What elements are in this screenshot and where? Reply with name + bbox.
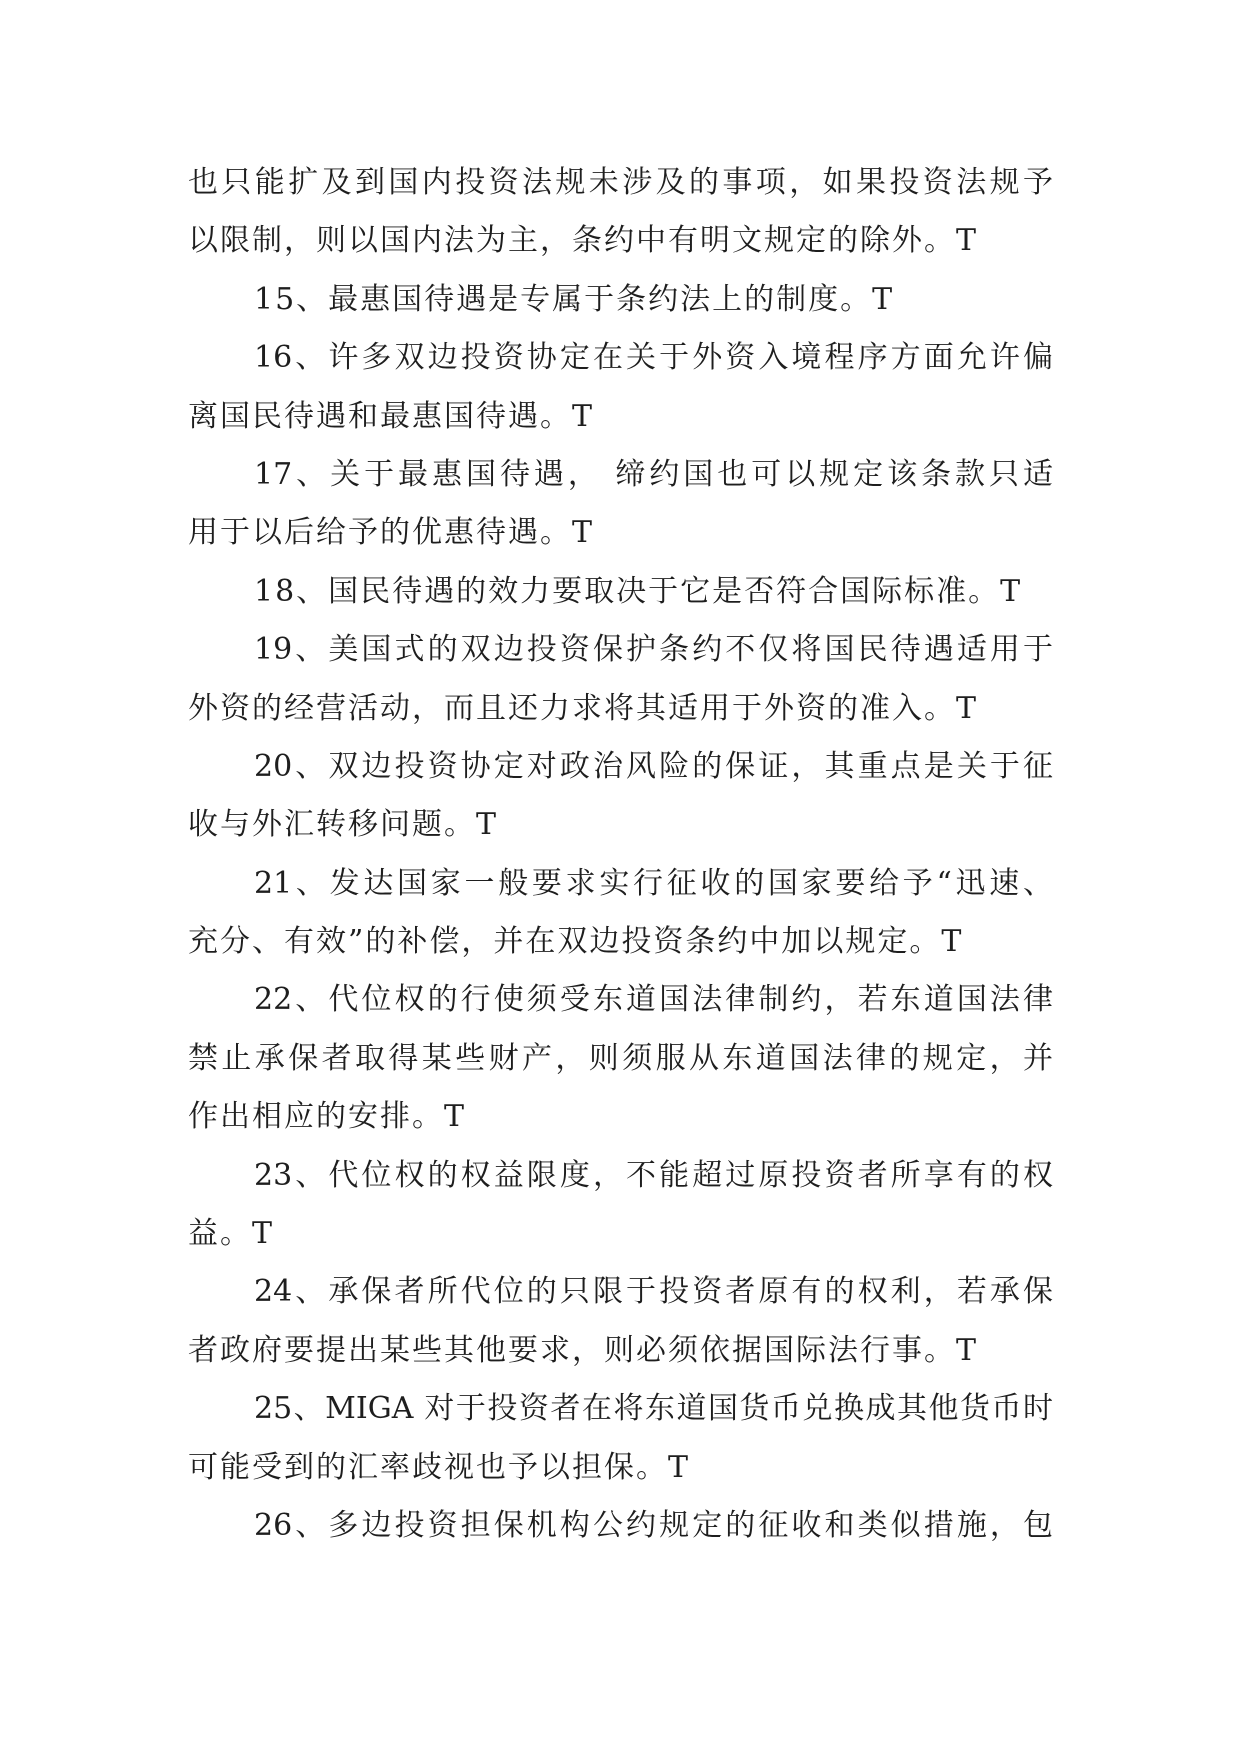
text-line: 可能受到的汇率歧视也予以担保。T [188,1449,691,1485]
text-line: 18、国民待遇的效力要取决于它是否符合国际标准。T [254,573,1023,609]
item-25 [188,1380,1053,1497]
text-line: 者政府要提出某些其他要求，则必须依据国际法行事。T [188,1332,979,1368]
text-line: 离国民待遇和最惠国待遇。T [188,398,595,434]
text-line: 收与外汇转移问题。T [188,807,499,843]
item-24 [188,1263,1053,1380]
text-line: 15、最惠国待遇是专属于条约法上的制度。T [254,281,895,317]
text-line: 17、关于最惠国待遇， 缔约国也可以规定该条款只适 [254,456,1053,492]
text-line: 23、代位权的权益限度，不能超过原投资者所享有的权 [254,1157,1053,1193]
text-line: 22、代位权的行使须受东道国法律制约，若东道国法律 [254,982,1053,1018]
item-26 [188,1497,1053,1555]
item-20 [188,738,1053,855]
item-21 [188,855,1053,972]
text-line: 19、美国式的双边投资保护条约不仅将国民待遇适用于 [254,632,1053,668]
text-line: 作出相应的安排。T [188,1099,467,1135]
text-line: 16、许多双边投资协定在关于外资入境程序方面允许偏 [254,340,1053,376]
text-line: 益。T [188,1216,275,1252]
text-line: 26、多边投资担保机构公约规定的征收和类似措施，包 [254,1507,1053,1543]
text-line: 21、发达国家一般要求实行征收的国家要给予“迅速、 [254,865,1053,901]
item-19 [188,621,1053,738]
text-line: 禁止承保者取得某些财产，则须服从东道国法律的规定，并 [188,1040,1053,1076]
text-line: 充分、有效”的补偿，并在双边投资条约中加以规定。T [188,924,964,960]
text-line: 外资的经营活动，而且还力求将其适用于外资的准入。T [188,690,979,726]
item-18 [188,563,1053,621]
text-line: 24、承保者所代位的只限于投资者原有的权利，若承保 [254,1274,1053,1310]
text-body [188,154,1053,1555]
text-line: 用于以后给予的优惠待遇。T [188,515,595,551]
text-line: 以限制，则以国内法为主，条约中有明文规定的除外。T [188,223,979,259]
item-23 [188,1147,1053,1264]
text-line: 20、双边投资协定对政治风险的保证，其重点是关于征 [254,748,1053,784]
item-15 [188,271,1053,329]
paragraph-continued [188,154,1053,271]
item-22 [188,971,1053,1146]
text-line: 也只能扩及到国内投资法规未涉及的事项，如果投资法规予 [188,165,1053,200]
text-line: 25、MIGA 对于投资者在将东道国货币兑换成其他货币时 [254,1391,1053,1427]
item-17 [188,446,1053,563]
item-16 [188,329,1053,446]
